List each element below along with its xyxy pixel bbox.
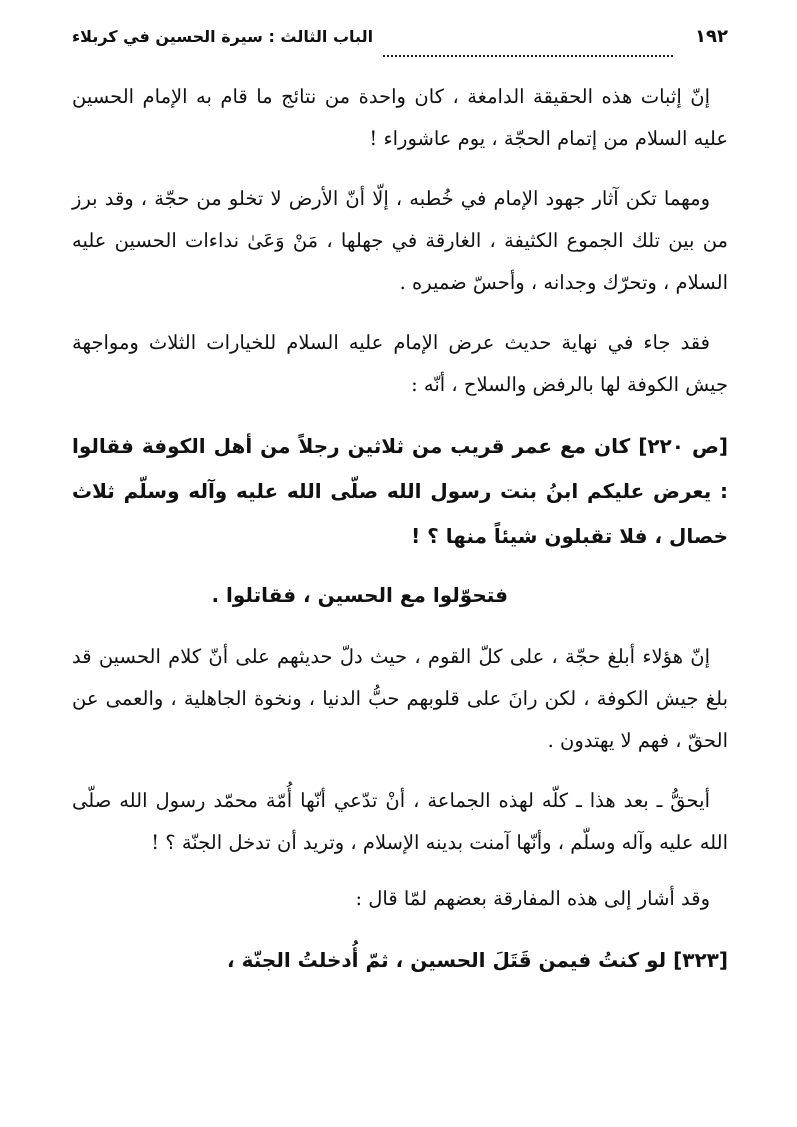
quoted-narration-ending: فتحوّلوا مع الحسين ، فقاتلوا . (211, 583, 508, 607)
quoted-verse: [٣٢٣] لو كنتُ فيمن قَتَلَ الحسين ، ثمّ أُدخلتُ الجنّة ، (227, 948, 728, 972)
paragraph: فقد جاء في نهاية حديث عرض الإمام عليه السلام للخيارات الثلاث ومواجهة جيش الكوفة لها بالرفض والسلاح ، أنّه : (72, 331, 728, 396)
paragraph: إنّ إثبات هذه الحقيقة الدامغة ، كان واحدة من نتائج ما قام به الإمام الحسين عليه السلام من إتمام الحجّة ، يوم عاشوراء ! (72, 85, 728, 150)
paragraph: أيحقُّ ـ بعد هذا ـ كلّه لهذه الجماعة ، أنْ تدّعي أنّها أُمّة محمّد رسول الله صلّى الله عليه وآله وسلّم ، وأنّها آمنت بدينه الإسلام ، وتريد أن تدخل الجنّة ؟ ! (72, 789, 728, 854)
page-number: ١٩٢ (695, 26, 728, 47)
running-header (72, 26, 728, 62)
header-dot-leader (383, 54, 673, 57)
paragraph: ومهما تكن آثار جهود الإمام في خُطبه ، إلّا أنّ الأرض لا تخلو من حجّة ، وقد برز من بين تلك الجموع الكثيفة ، الغارقة في جهلها ، مَنْ وَعَىٰ نداءات الحسين عليه السلام ، وتحرّك وجدانه ، وأحسّ ضميره . (72, 187, 728, 294)
running-title: الباب الثالث : سيرة الحسين في كربلاء (72, 27, 374, 46)
paragraph: إنّ هؤلاء أبلغ حجّة ، على كلّ القوم ، حيث دلّ حديثهم على أنّ كلام الحسين قد بلغ جيش الكوفة ، لكن رانَ على قلوبهم حبُّ الدنيا ، ونخوة الجاهلية ، والعمى عن الحقّ ، فهم لا يهتدون . (72, 645, 728, 752)
paragraph: وقد أشار إلى هذه المفارقة بعضهم لمّا قال : (355, 887, 710, 910)
book-page (72, 26, 728, 1106)
quoted-narration: [ص ٢٢٠] كان مع عمر قريب من ثلاثين رجلاً من أهل الكوفة فقالوا : يعرض عليكم ابنُ بنت رسول الله صلّى الله عليه وآله وسلّم ثلاث خصال ، فلا تقبلون شيئاً منها ؟ ! (72, 434, 728, 548)
